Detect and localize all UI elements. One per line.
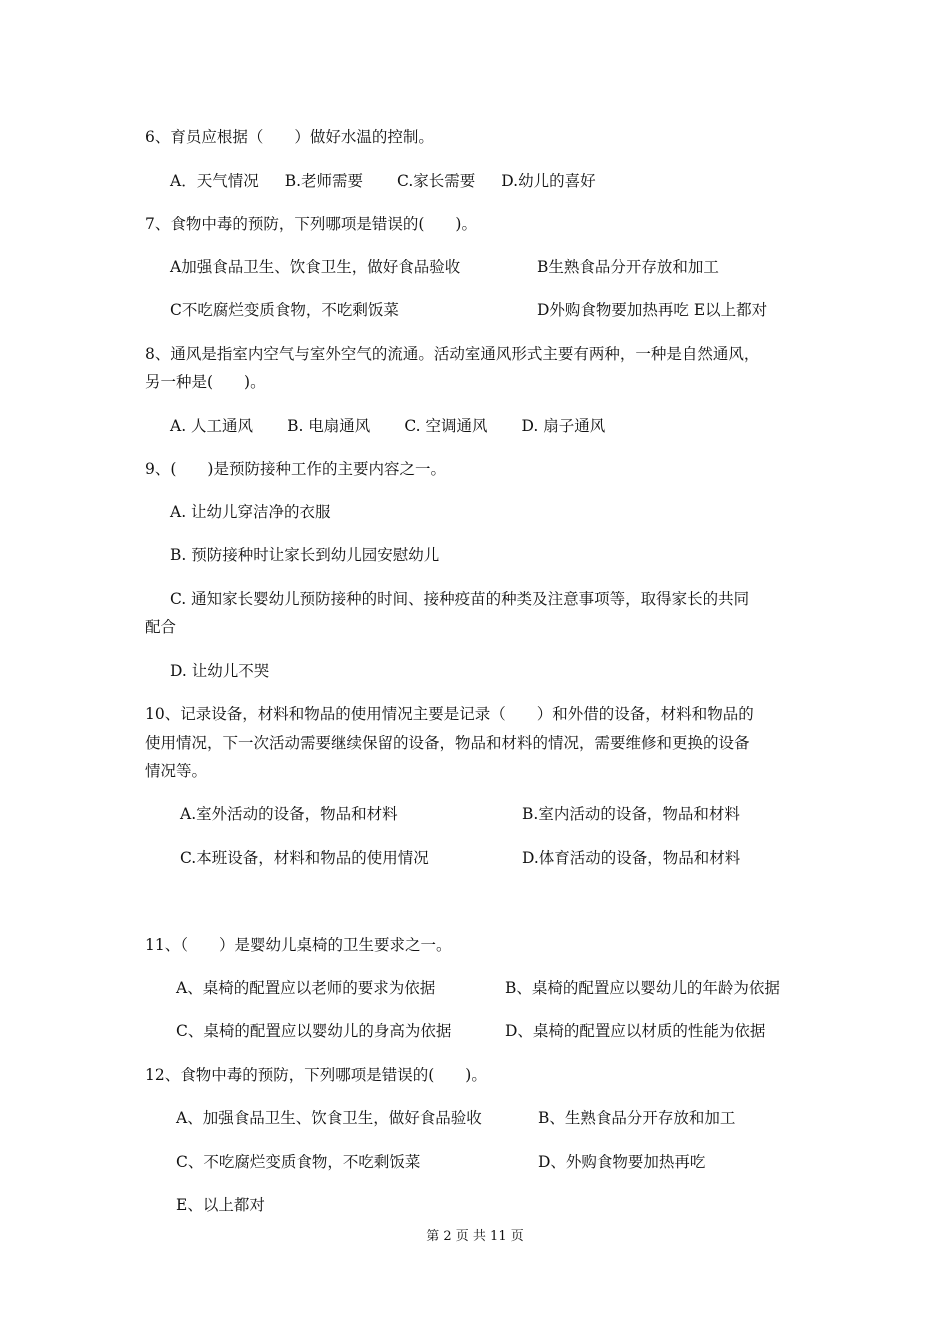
question-stem: 10、记录设备，材料和物品的使用情况主要是记录（ ）和外借的设备，材料和物品的 [145, 705, 754, 723]
option-b: B、桌椅的配置应以婴幼儿的年龄为依据 [505, 979, 780, 997]
page-footer: 第 2 页 共 11 页 [426, 1229, 524, 1244]
option-d: D、外购食物要加热再吃 [538, 1153, 706, 1171]
option-c: C.家长需要 [397, 172, 476, 190]
question-stem: 6、育员应根据（ ）做好水温的控制。 [145, 128, 434, 146]
option-line [170, 171, 596, 191]
option-d: D外购食物要加热再吃 E以上都对 [537, 301, 768, 319]
option-c-continued: 配合 [145, 618, 177, 636]
option-b: B. 预防接种时让家长到幼儿园安慰幼儿 [170, 546, 440, 564]
option-c: C.本班设备，材料和物品的使用情况 [180, 849, 429, 867]
option-c: C. 通知家长婴幼儿预防接种的时间、接种疫苗的种类及注意事项等，取得家长的共同 [170, 590, 750, 608]
question-stem: 7、食物中毒的预防，下列哪项是错误的( )。 [145, 215, 477, 233]
option-a: A、桌椅的配置应以老师的要求为依据 [176, 979, 436, 997]
option-c: C. 空调通风 [404, 417, 488, 435]
question-stem: 11、（ ）是婴幼儿桌椅的卫生要求之一。 [145, 936, 452, 954]
question-stem: 8、通风是指室内空气与室外空气的流通。活动室通风形式主要有两种，一种是自然通风， [145, 345, 760, 363]
option-d: D. 扇子通风 [521, 417, 606, 435]
option-c: C、桌椅的配置应以婴幼儿的身高为依据 [176, 1022, 452, 1040]
question-stem-continued: 另一种是( )。 [145, 373, 266, 391]
option-a: A. 人工通风 [170, 417, 254, 435]
option-d: D.体育活动的设备，物品和材料 [522, 849, 741, 867]
question-stem-continued: 使用情况，下一次活动需要继续保留的设备，物品和材料的情况，需要维修和更换的设备 [145, 734, 750, 752]
option-b: B.室内活动的设备，物品和材料 [522, 805, 740, 823]
option-a: A加强食品卫生、饮食卫生，做好食品验收 [170, 258, 461, 276]
option-a: A．天气情况 [170, 172, 259, 190]
option-d: D.幼儿的喜好 [501, 172, 596, 190]
option-b: B、生熟食品分开存放和加工 [538, 1109, 736, 1127]
option-a: A、加强食品卫生、饮食卫生，做好食品验收 [176, 1109, 482, 1127]
option-b: B.老师需要 [284, 172, 364, 190]
option-b: B生熟食品分开存放和加工 [537, 258, 719, 276]
option-a: A. 让幼儿穿洁净的衣服 [170, 503, 331, 521]
option-c: C不吃腐烂变质食物，不吃剩饭菜 [170, 301, 399, 319]
option-c: C、不吃腐烂变质食物，不吃剩饭菜 [176, 1153, 421, 1171]
option-d: D. 让幼儿不哭 [170, 662, 270, 680]
question-stem-continued: 情况等。 [145, 762, 208, 780]
question-stem: 9、( )是预防接种工作的主要内容之一。 [145, 460, 446, 478]
option-d: D、桌椅的配置应以材质的性能为依据 [505, 1022, 766, 1040]
option-b: B. 电扇通风 [287, 417, 371, 435]
option-line [170, 416, 605, 436]
question-stem: 12、食物中毒的预防，下列哪项是错误的( )。 [145, 1066, 487, 1084]
option-a: A.室外活动的设备，物品和材料 [180, 805, 398, 823]
option-e: E、以上都对 [176, 1196, 265, 1214]
